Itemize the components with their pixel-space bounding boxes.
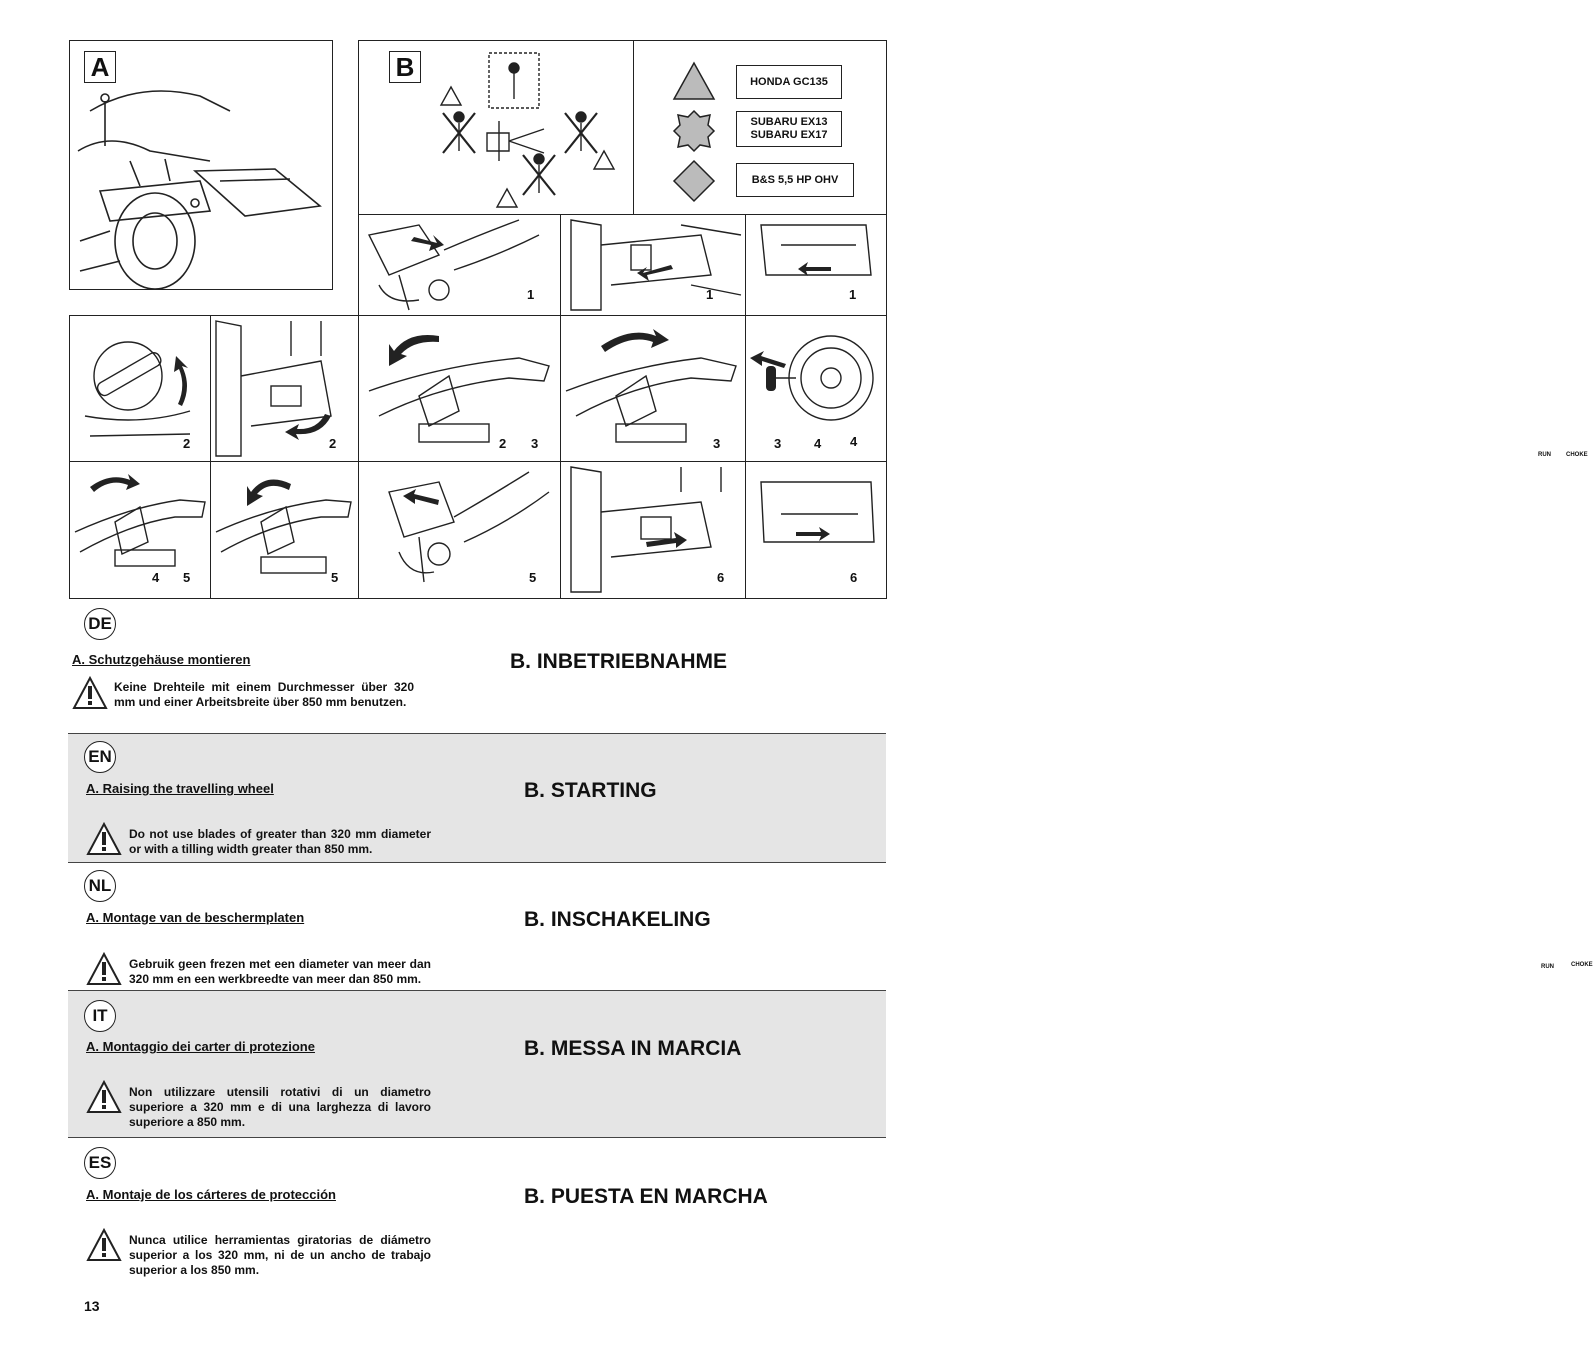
triangle-symbol [674, 63, 714, 99]
step-r3c5 [745, 461, 1593, 970]
panel-b-letter: B [389, 51, 421, 83]
section-b-title-nl: B. INSCHAKELING [524, 908, 711, 931]
step-badge: 3 [774, 436, 782, 451]
step-r1c3 [745, 214, 1588, 458]
warning-text-it: Non utilizzare utensili rotativi di un diametro superiore a 320 mm e di una larghezza di lavoro superiore a 850 mm. [129, 1085, 431, 1129]
gear-symbol [674, 111, 714, 151]
divider [68, 862, 886, 863]
warning-text-nl: Gebruik geen frezen met een diameter van meer dan 320 mm en een werkbreedte van meer dan 850 mm. [129, 957, 431, 986]
warning-text-de: Keine Drehteile mit einem Durchmesser über 320 mm und einer Arbeitsbreite über 850 mm benutzen. [114, 680, 414, 709]
engine-label-subaru [736, 111, 842, 147]
choke-run-label: RUN [1538, 452, 1551, 458]
choke-lever-illustration [561, 215, 745, 315]
step-badge: 5 [529, 570, 537, 585]
panel-a [69, 40, 333, 290]
step-badge: 5 [331, 570, 339, 585]
step-badge: 3 [531, 436, 539, 451]
step-badge: 1 [527, 287, 535, 302]
warning-text-en: Do not use blades of greater than 320 mm diameter or with a tilling width greater than 850 mm. [129, 827, 431, 856]
step-badge: 2 [183, 436, 191, 451]
choke-choke-label-2: CHOKE [1571, 962, 1593, 968]
diamond-symbol [674, 161, 714, 201]
step-badge: 4 [814, 436, 822, 451]
section-b-title-en: B. STARTING [524, 779, 657, 802]
step-badge: 6 [850, 570, 858, 585]
choke-position-illustration [746, 215, 886, 315]
step-badge: 1 [706, 287, 714, 302]
warning-text-es: Nunca utilice herramientas giratorias de diámetro superior a los 320 mm, ni de un ancho de trabajo superior a los 850 mm. [129, 1233, 431, 1277]
choke-choke-label: CHOKE [1566, 452, 1588, 458]
warning-icon [72, 676, 108, 710]
section-a-title-es: A. Montaje de los cárteres de protección [86, 1187, 336, 1202]
warning-icon [86, 1228, 122, 1262]
handle-lever-illustration [359, 316, 560, 461]
step-badge: 4 [152, 570, 160, 585]
section-a-title-it: A. Montaggio dei carter di protezione [86, 1039, 315, 1054]
step-r3c3 [358, 461, 561, 599]
section-b-title-it: B. MESSA IN MARCIA [524, 1037, 742, 1060]
step-r2c4 [560, 315, 746, 462]
step-r3c4 [560, 461, 746, 599]
step-r2c2 [210, 315, 359, 462]
tiller-guard-illustration [70, 41, 332, 289]
warning-icon [86, 822, 122, 856]
step-badge: 4 [850, 434, 858, 449]
step-r2c1 [69, 315, 211, 462]
step-r1c1 [358, 214, 561, 316]
section-a-title-en: A. Raising the travelling wheel [86, 781, 274, 796]
step-badge: 1 [849, 287, 857, 302]
safety-zone-illustration [359, 41, 633, 214]
lang-badge-de: DE [84, 608, 116, 640]
warning-icon [86, 1080, 122, 1114]
section-b-title-es: B. PUESTA EN MARCHA [524, 1185, 768, 1208]
warning-icon [86, 952, 122, 986]
step-r1c2 [560, 214, 746, 316]
choke-off-illustration [746, 462, 886, 598]
engine-label-bs: B&S 5,5 HP OHV [736, 163, 854, 197]
panel-engine-legend [633, 40, 887, 215]
step-r3c2 [210, 461, 359, 599]
step-r2c5 [745, 315, 887, 462]
divider [68, 1137, 886, 1138]
lang-badge-es: ES [84, 1147, 116, 1179]
step-r3c1 [69, 461, 211, 599]
step-r2c3 [358, 315, 561, 462]
lang-badge-en: EN [84, 741, 116, 773]
lang-badge-nl: NL [84, 870, 116, 902]
step-badge: 5 [183, 570, 191, 585]
step-badge: 2 [329, 436, 337, 451]
choke-run-label-2: RUN [1541, 964, 1554, 970]
engine-label-subaru-text: SUBARU EX13 SUBARU EX17 [750, 116, 828, 141]
panel-b-safety [358, 40, 634, 215]
step-badge: 2 [499, 436, 507, 451]
step-badge: 6 [717, 570, 725, 585]
section-a-title-de: A. Schutzgehäuse montieren [72, 652, 251, 667]
engine-label-honda: HONDA GC135 [736, 65, 842, 99]
page-number: 13 [84, 1298, 100, 1314]
section-a-title-nl: A. Montage van de beschermplaten [86, 910, 305, 925]
panel-a-letter: A [84, 51, 116, 83]
lang-badge-it: IT [84, 1000, 116, 1032]
step-badge: 3 [713, 436, 721, 451]
section-b-title-de: B. INBETRIEBNAHME [510, 650, 728, 673]
